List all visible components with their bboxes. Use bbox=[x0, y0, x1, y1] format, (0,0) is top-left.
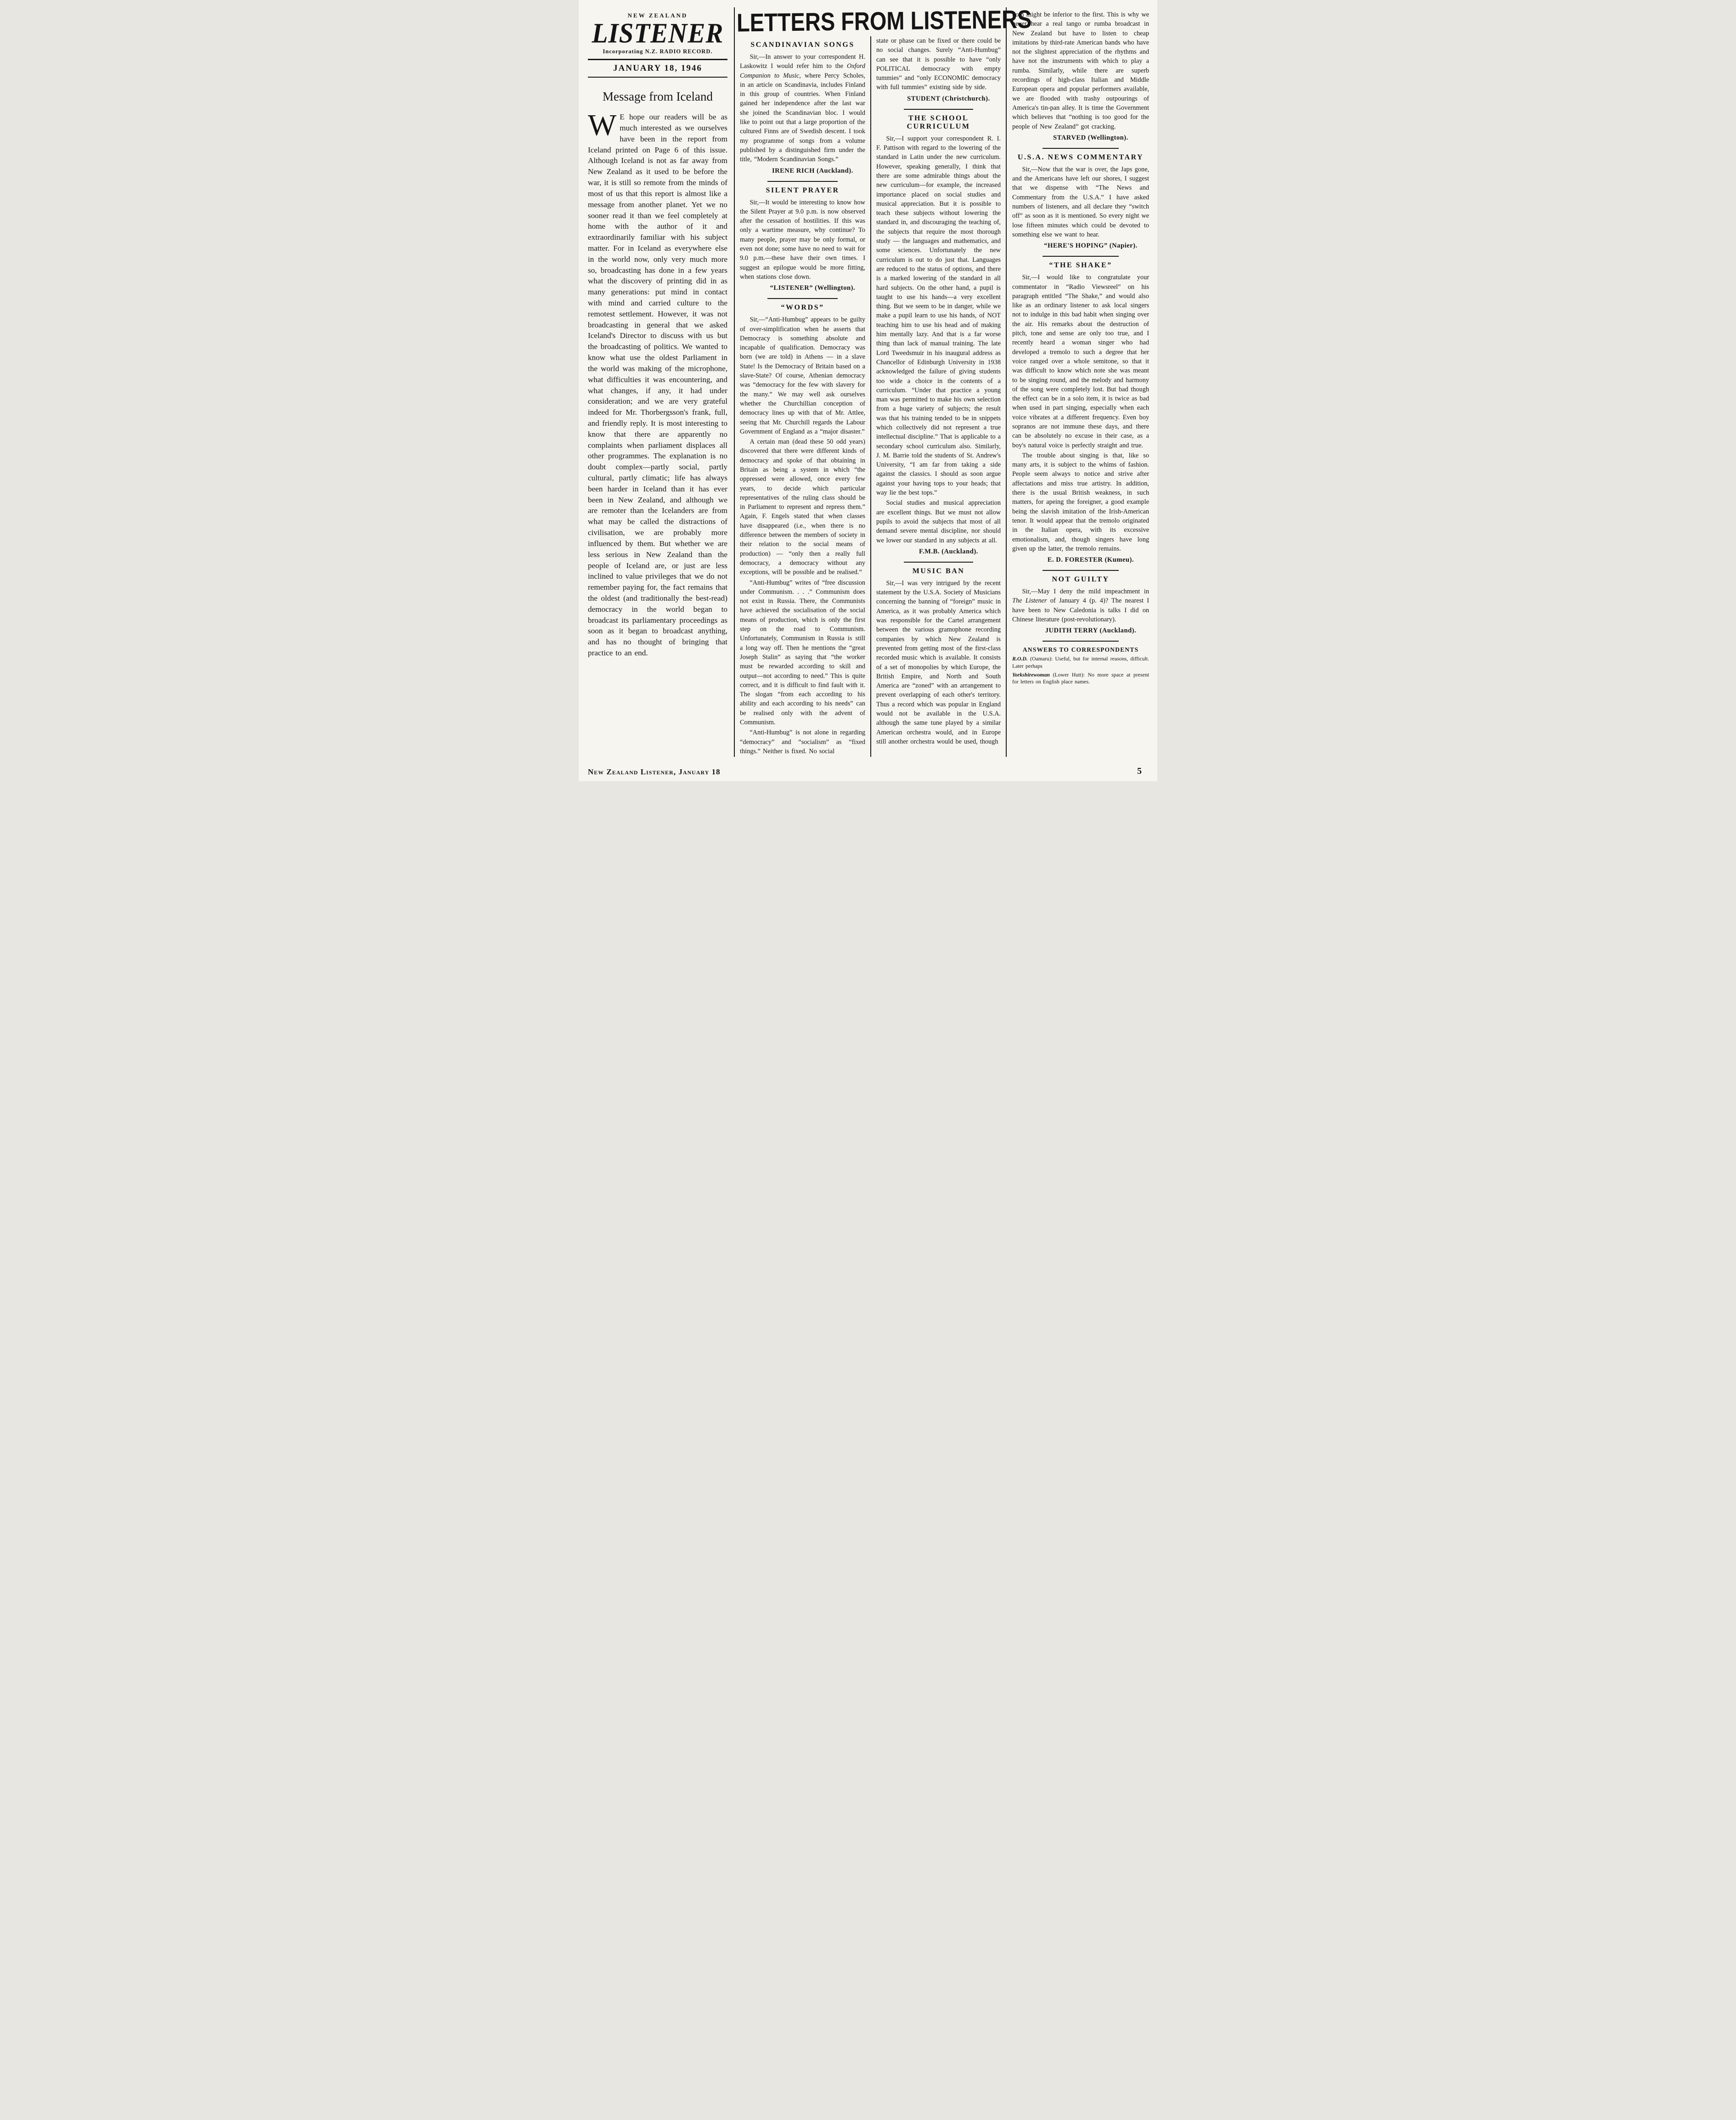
letter-paragraph bbox=[1012, 655, 1149, 670]
text-run: A certain man (dead these 50 odd years) discovered that there were different kinds of democracy and spoke of that obtaining in Britain as being a system in which “the oppressed were allowed, once every few years, to decide which particular representatives of the ruling class should be in Parliament to represent and repress them.” Again, F. Engels stated that when classes have disappeared (i.e., when there is no difference between the members of society in their relation to the social means of production) — “only then a really full democracy, a democracy without any exceptions, will be possible and be realised.” bbox=[740, 438, 865, 576]
letter-signature: F.M.B. (Auckland). bbox=[919, 547, 978, 555]
letter-paragraph bbox=[740, 437, 865, 577]
letter-heading: THE SCHOOL CURRICULUM bbox=[907, 114, 970, 130]
letter-heading: U.S.A. NEWS COMMENTARY bbox=[1017, 153, 1144, 161]
letter-signature: STARVED (Wellington). bbox=[1053, 134, 1128, 141]
letter-paragraph bbox=[740, 578, 865, 727]
footer-page-number: 5 bbox=[1137, 766, 1142, 777]
letter-heading: SILENT PRAYER bbox=[766, 186, 840, 194]
letters-columns bbox=[735, 36, 1006, 757]
section-divider bbox=[904, 562, 974, 563]
masthead-rule-bottom bbox=[588, 77, 727, 78]
letters-column-3 bbox=[1006, 7, 1149, 757]
letter-signature: “LISTENER” (Wellington). bbox=[770, 284, 856, 292]
text-run: Sir,—“Anti-Humbug” appears to be guilty of over-simplification when he asserts that Democracy is something absolute and incapable of qualification. Democracy was born (we are told) in Athens — in a slave State! Is the Democracy of Britain based on a slave-State? Of course, Athenian democracy was “democracy for the few with slavery for the many.” We may well ask ourselves whether the Churchillian conception of democracy lines up with that of Mr. Attlee, seeing that Mr. Churchill regards the Labour Government of England as a “major disaster.” bbox=[740, 316, 865, 435]
text-run: Sir,—Now that the war is over, the Japs gone, and the Americans have left our shores, I suggest that we dispense with “The News and Commentary from the U.S.A.” I have asked numbers of listeners, and all declare they “switch off” as soon as it is mentioned. So every night we lose fifteen minutes which could be devoted to something else we want to hear. bbox=[1012, 165, 1149, 238]
letter-heading: “WORDS” bbox=[781, 304, 824, 312]
letter-paragraph bbox=[1012, 671, 1149, 686]
text-run: state or phase can be fixed or there could be no social changes. Surely “Anti-Humbug” can see that it is possible to have “only POLITICAL democracy with empty tummies” and “only ECONOMIC democracy with full tummies” existing side by side. bbox=[876, 37, 1001, 91]
text-run: (Oamaru): Useful, but for internal reasons, difficult. Later perhaps bbox=[1012, 655, 1149, 669]
drop-cap: W bbox=[588, 108, 617, 142]
section-divider bbox=[1043, 641, 1119, 642]
text-run: Sir,—May I deny the mild impeachment in bbox=[1022, 588, 1149, 596]
editorial-text: E hope our readers will be as much interested as we ourselves have been in the report from Iceland printed on Page 6 of this issue. Although Iceland is not as far away from New Zealand as it used to be before the war, it is still so remote from the minds of most of us that this report is almost like a message from another planet. Yet we no sooner read it than we feel completely at home with the author of it and extraordinarily familiar with his subject matter. For in Iceland as everywhere else in the world now, only very much more so, broadcasting has done in a few years what the discovery of printing did in as many generations: put mind in contact with mind and carried culture to the remotest settlement. However, it was not broadcasting in general that we asked Iceland's Director to discuss with us but the broadcasting of politics. We wanted to know what use the oldest Parliament in the world was making of the microphone, what difficulties it was encountering, and what changes, if any, it had under consideration; and we are very grateful indeed for Mr. Thorbergsson's frank, full, and friendly reply. It is most interesting to know that there are apparently no complaints when parliament displaces all other programmes. The explanation is no doubt complex—partly social, partly cultural, partly climatic; life has always been harder in Iceland than it has ever been in New Zealand, and although we are remoter than the Icelanders are from what may be called the distractions of civilisation, we are probably more influenced by them. But whether we are less serious in New Zealand than the people of Iceland are, or just are less inclined to value privileges that we do not remember paying for, the fact remains that the oldest (and traditionally the best-read) democracy in the world began to broadcast its parliamentary proceedings as soon as it began to broadcast anything, and has no thought of bringing that practice to an end. bbox=[588, 113, 727, 658]
text-run: Sir,—I was very intrigued by the recent statement by the U.S.A. Society of Musicians concerning the banning of “foreign” music in America, as it was probably America which was responsible for the Cartel arrangement between the various gramophone recording companies by which New Zealand is prevented from getting most of the first-class recorded music which is available. It consists of a set of monopolies by which Europe, the British Empire, and North and South America are “zoned” with an arrangement to prevent overlapping of each other's territory. Thus a record which was popular in England would not be available in the U.S.A. although the same tune played by a similar American orchestra would, and in Europe still another orchestra would be used, though bbox=[876, 579, 1001, 745]
section-divider bbox=[767, 298, 838, 299]
letter-paragraph bbox=[876, 134, 1001, 498]
section-divider bbox=[904, 109, 974, 110]
text-run: Sir,—It would be interesting to know how the Silent Prayer at 9.0 p.m. is now observed after the cessation of hostilities. If this was only a wartime measure, why continue? To many people, prayer may be only formal, or even not done; some have no need to wait for 9.0 p.m.—these have their own times. I suggest an epilogue would be more fitting, when stations close down. bbox=[740, 198, 865, 281]
letter-paragraph bbox=[1012, 273, 1149, 450]
masthead-rule-top bbox=[588, 59, 727, 60]
letter-paragraph bbox=[876, 36, 1001, 92]
editorial-title: Message from Iceland bbox=[603, 90, 713, 103]
letter-paragraph bbox=[1012, 587, 1149, 624]
masthead-title: LISTENER bbox=[592, 17, 724, 49]
section-divider bbox=[1043, 256, 1119, 257]
letter-heading: ANSWERS TO CORRESPONDENTS bbox=[1022, 646, 1139, 654]
masthead-date: JANUARY 18, 1946 bbox=[613, 63, 702, 73]
text-run: Sir,—In answer to your correspondent H. Laskowitz I would refer him to the bbox=[740, 53, 865, 70]
text-run: Social studies and musical appreciation are excellent things. But we must not allow pupils to avoid the subjects that most of all demand severe mental discipline, nor should we lower our standard in any subjects at all. bbox=[876, 499, 1001, 544]
letter-paragraph bbox=[740, 52, 865, 164]
masthead bbox=[588, 12, 727, 78]
letter-signature: IRENE RICH (Auckland). bbox=[772, 167, 853, 175]
footer-journal-line: New Zealand Listener, January 18 bbox=[588, 767, 721, 777]
section-divider bbox=[1043, 570, 1119, 571]
letter-paragraph bbox=[876, 498, 1001, 545]
section-divider bbox=[767, 181, 838, 182]
text-run: “Anti-Humbug” writes of “free discussion under Communism. . . .” Communism does not exist in Russia. There, the Communists have achieved the socialisation of the social means of production, which is only the first step on the road to Communism. Unfortunately, Communism in Russia is still a long way off. Then he mentions the “great Joseph Stalin” as saying that “the worker must be rewarded according to skill and output—not according to need.” This is quite correct, and it is difficult to find fault with it. The slogan “from each according to his ability and each according to his needs” can be realised only with the advent of Communism. bbox=[740, 579, 865, 726]
editorial-column bbox=[587, 7, 735, 757]
letter-heading: NOT GUILTY bbox=[1052, 575, 1110, 584]
masthead-kicker: NEW ZEALAND bbox=[627, 12, 688, 19]
italic-run: Oxford Companion to Music bbox=[740, 62, 865, 79]
letter-heading: “THE SHAKE” bbox=[1049, 261, 1112, 270]
letter-signature: JUDITH TERRY (Auckland). bbox=[1045, 627, 1137, 635]
text-run: Sir,—I would like to congratulate your commentator in “Radio Viewsreel” on his paragraph entitled “The Shake,” and would also like as an ordinary listener to ask local singers not to indulge in this bad habit when singing over the air. His remarks about the destruction of pitch, tone and sense are only too true, and I recently heard a woman singer who had developed a tremolo to such a degree that her voice ranged over a whole semitone, so that it was difficult to know which note she was meant to be singing round, and the melody and harmony of the song were completely lost. But bad though the effect can be in a solo item, it is twice as bad when used in part singing, especially when each voice vibrates at a different frequency. Even boy sopranos are not immune these days, and there can be absolutely no excuse in their case, as a boy's natural voice is perfectly straight and true. bbox=[1012, 274, 1149, 449]
letter-paragraph bbox=[1012, 451, 1149, 553]
letter-signature: STUDENT (Christchurch). bbox=[907, 95, 990, 102]
italic-run: The Listener bbox=[1012, 597, 1047, 605]
masthead-subtitle: Incorporating N.Z. RADIO RECORD. bbox=[603, 48, 713, 55]
letters-column-1 bbox=[735, 36, 870, 757]
letter-paragraph bbox=[1012, 165, 1149, 239]
text-run: The trouble about singing is that, like so many arts, it is subject to the whims of fashion. People seem always to notice and strive after affectations and miss true artistry. In addition, there is the usual British weakness, in such matters, for apeing the foreigner, a good example being the slavish imitation of the Irish-American tenor. It would appear that the tremolo originated in the Italian opera, with its excessive emotionalism, and, though singers have long given up the latter, the tremolo remains. bbox=[1012, 451, 1149, 553]
text-run: , where Percy Scholes, in an article on Scandinavia, includes Finland in this group of countries. When Finland gained her independence after the last war she joined the Scandinavian bloc. I would like to point out that a large proportion of the cultured Finns are of Swedish descent. I took my programme of songs from a volume published by a distinguished firm under the title, “Modern Scandinavian Songs.” bbox=[740, 72, 865, 164]
page-footer bbox=[587, 763, 1149, 777]
letter-paragraph bbox=[740, 728, 865, 756]
letter-signature: “HERE'S HOPING” (Napier). bbox=[1044, 242, 1138, 250]
letter-signature: E. D. FORESTER (Kumeu). bbox=[1047, 556, 1134, 564]
text-run: Sir,—I support your correspondent R. I. F. Pattison with regard to the lowering of the standard in Latin under the new curriculum. However, speaking generally, I think that there are some admirable things about the new curriculum—for example, the increased importance placed on social studies and musical appreciation. But it is possible to teach these subjects without lowering the standard in, and discouraging the teaching of, the subjects that require the most thorough study — the languages and mathematics, and some sciences. Unfortunately the new curriculum is out to do just that. Languages are reduced to the status of options, and there is a marked lowering of the standard in all hard subjects. On the other hand, a pupil is taught to use his hands—a very excellent thing. But we seem to be in danger, while we make a pupil learn to use his hands, of NOT teaching him to use his head and of making him mentally lazy. And that is a far worse thing than lack of manual training. The late Lord Tweedsmuir in his inaugural address as Chancellor of Edinburgh University in 1938 acknowledged the failure of giving students too wide a choice in the contents of a curriculum. “Under that practice a young man was permitted to make his own selection from a huge variety of subjects; the result was that his training tended to be in snippets which collectively did not represent a true intellectual discipline.” That is applicable to a secondary school curriculum also. Similarly, J. M. Barrie told the students of St. Andrew's University, “I am far from taking a side against the classics. I should as soon argue against your having tops to your heads; that way lie the best tops.” bbox=[876, 135, 1001, 497]
letter-heading: SCANDINAVIAN SONGS bbox=[750, 41, 855, 49]
page-columns bbox=[587, 4, 1149, 757]
section-divider bbox=[1043, 148, 1119, 149]
italic-run: Yorkshirewoman bbox=[1012, 671, 1050, 678]
magazine-page bbox=[579, 0, 1157, 781]
letter-paragraph bbox=[740, 315, 865, 436]
letter-paragraph bbox=[740, 198, 865, 282]
text-run: of January 4 (p. 4)? The nearest I have been to New Caledonia is talks I did on Chinese literature (post-revolutionary). bbox=[1012, 597, 1149, 624]
italic-run: R.O.D. bbox=[1012, 655, 1028, 662]
letter-paragraph bbox=[1012, 10, 1149, 131]
letters-headline: LETTERS FROM LISTENERS bbox=[736, 4, 1032, 37]
letter-heading: MUSIC BAN bbox=[912, 567, 965, 575]
editorial-body bbox=[588, 108, 727, 659]
letter-paragraph bbox=[876, 579, 1001, 746]
text-run: (Lower Hutt): No more space at present for letters on English place names. bbox=[1012, 671, 1149, 685]
text-run: both might be inferior to the first. This is why we never hear a real tango or rumba broadcast in New Zealand but have to listen to cheap imitations by third-rate American bands who have not the slightest appreciation of the rhythms and have not the instruments with which to play a rumba. Similarly, while there are superb recordings of high-class Italian and Middle European opera and popular performers available, we are flooded with trashy outpourings of America's tin-pan alley. It is time the Government which believes that “nothing is too good for the people of New Zealand” got cracking. bbox=[1012, 11, 1149, 130]
letters-column-2 bbox=[870, 36, 1006, 757]
text-run: “Anti-Humbug” is not alone in regarding “democracy” and “socialism” as “fixed things.” Neither is fixed. No social bbox=[740, 729, 865, 755]
